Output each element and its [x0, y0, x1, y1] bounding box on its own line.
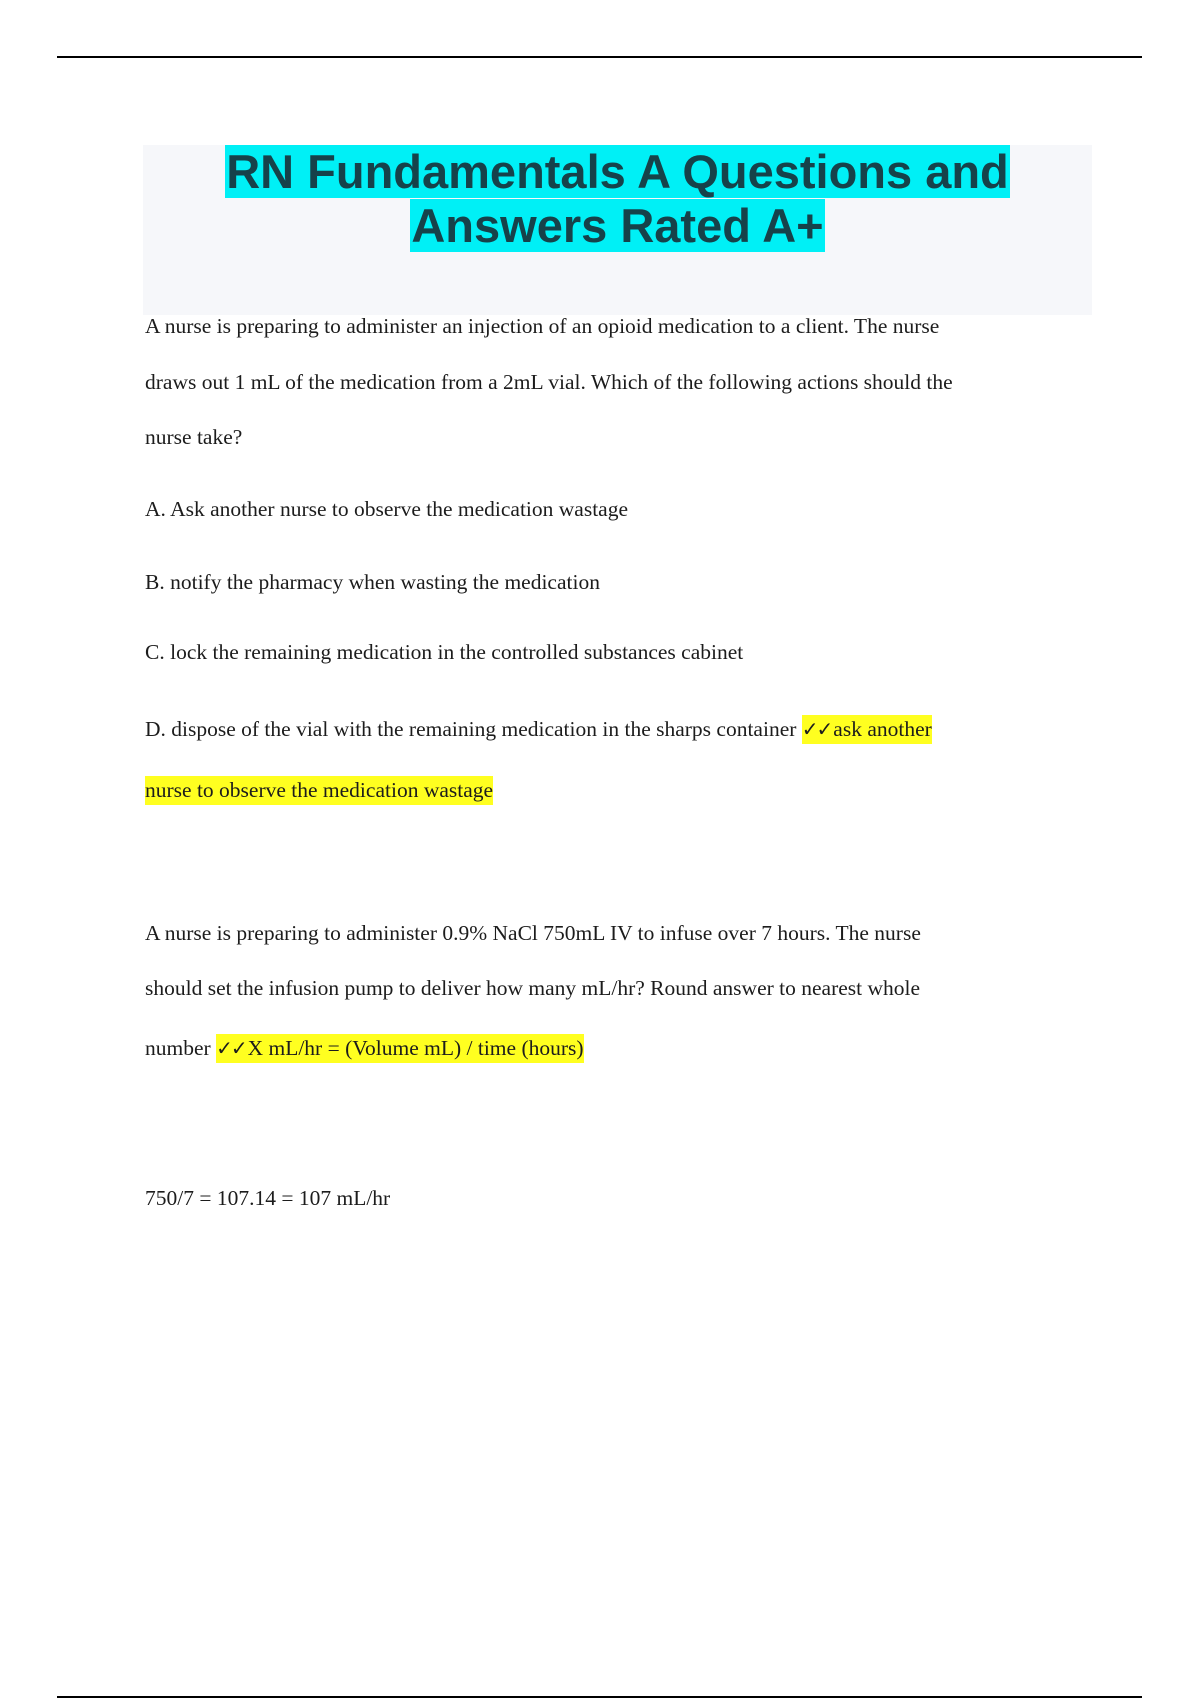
q2-text-line-3 [145, 1036, 584, 1060]
q2-text-number: number [145, 1036, 217, 1060]
q2-text-line-1: A nurse is preparing to administer 0.9% NaCl 750mL IV to infuse over 7 hours. The nurse [145, 921, 921, 945]
q1-answer-part-1: ask another [833, 717, 932, 741]
q1-option-a: A. Ask another nurse to observe the medication wastage [145, 497, 629, 521]
q1-text-line-1: A nurse is preparing to administer an injection of an opioid medication to a client. The nurse [145, 314, 940, 338]
header-rule [57, 56, 1142, 58]
check-mark-icon: ✓✓ [801, 717, 832, 741]
title-line-2: Answers Rated A+ [411, 199, 824, 252]
q2-text-line-2: should set the infusion pump to deliver how many mL/hr? Round answer to nearest whole [145, 976, 921, 1000]
q1-answer-line-2 [145, 778, 493, 802]
footer-rule [57, 1696, 1142, 1698]
q1-option-d-line [145, 717, 932, 741]
q2-calculation: 750/7 = 107.14 = 107 mL/hr [145, 1186, 391, 1210]
document-title [143, 145, 1092, 253]
check-mark-icon: ✓✓ [216, 1036, 246, 1060]
q2-answer-highlight [216, 1034, 584, 1063]
title-line-1: RN Fundamentals A Questions and [226, 145, 1009, 198]
q1-option-d: D. dispose of the vial with the remaining medication in the sharps container [145, 717, 802, 741]
q1-option-b: B. notify the pharmacy when wasting the medication [145, 570, 600, 594]
q2-answer: X mL/hr = (Volume mL) / time (hours) [247, 1036, 584, 1060]
q1-text-line-3: nurse take? [145, 425, 243, 449]
q1-text-line-2: draws out 1 mL of the medication from a 2mL vial. Which of the following actions should the [145, 370, 953, 394]
title-block [143, 145, 1092, 315]
q1-option-c: C. lock the remaining medication in the controlled substances cabinet [145, 640, 744, 664]
q1-answer-part-2: nurse to observe the medication wastage [145, 776, 493, 805]
q1-answer-highlight [802, 715, 932, 744]
